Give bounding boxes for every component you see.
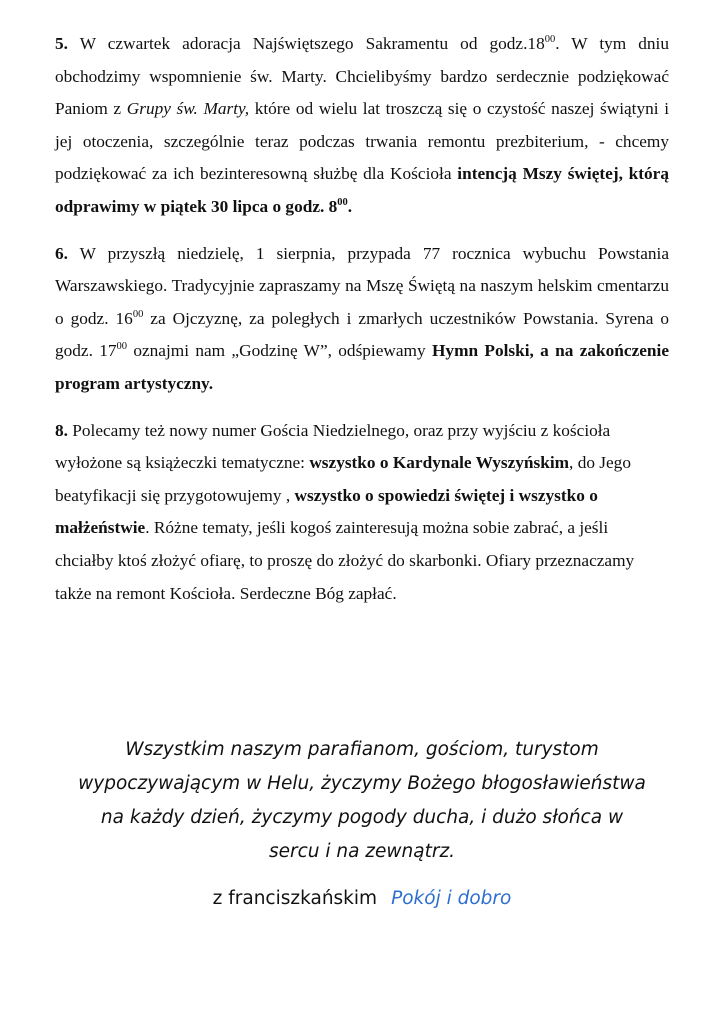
item-text: oznajmi nam „Godzinę W”, odśpiewamy <box>127 341 432 361</box>
mass-intention-end: . <box>347 196 353 216</box>
closing-greeting <box>0 888 724 909</box>
item-text: , do Jego beatyfikacji się przygotowujemy , <box>55 453 631 505</box>
item-number: 8. <box>55 420 68 440</box>
time-superscript: 00 <box>116 341 128 353</box>
announcement-8 <box>55 415 669 611</box>
anthem-note: Hymn Polski, a na zakończenie program artystyczny. <box>55 341 669 393</box>
announcement-6 <box>55 238 669 401</box>
announcements <box>55 28 669 624</box>
blessing-line: wypoczywającym w Helu, życzymy Bożego błogosławieństwa <box>78 773 646 794</box>
booklet-title: wszystko o Kardynale Wyszyńskim <box>309 453 570 473</box>
announcement-5 <box>55 28 669 224</box>
item-number: 6. <box>55 243 68 263</box>
item-text: W czwartek adoracja Najświętszego Sakramentu od godz.18 <box>67 34 545 53</box>
item-text: które od wielu lat troszczą się o czystość naszej świątyni i jej otoczenia, szczególnie teraz podczas trwania remontu prezbiterium, - chcemy podziękować za ich bezinteresowną służbę dla Kościoła <box>55 99 669 184</box>
time-superscript: 00 <box>132 308 144 320</box>
blessing-line: na każdy dzień, życzymy pogody ducha, i dużo słońca w <box>100 807 624 828</box>
closing-prefix: z franciszkańskim <box>212 888 378 909</box>
item-text: . Różne tematy, jeśli kogoś zainteresują można sobie zabrać, a jeśli chciałby ktoś złożyć ofiarę, to proszę do złożyć do skarbonki. Ofiary przeznaczamy także na remont Kościoła. Serdeczne Bóg zapłać. <box>55 518 635 603</box>
closing-motto: Pokój i dobro <box>391 888 512 909</box>
booklet-title: wszystko o spowiedzi świętej i wszystko o małżeństwie <box>55 485 598 538</box>
item-text: . W tym dniu obchodzimy wspomnienie św. Marty. Chcielibyśmy bardzo serdecznie podziękować Paniom z <box>55 34 669 119</box>
group-name: Grupy św. Marty, <box>126 99 250 119</box>
item-number: 5. <box>55 34 68 53</box>
mass-intention-text: intencją Mszy świętej, którą odprawimy w piątek 30 lipca o godz. 8 <box>55 164 669 216</box>
item-text: za Ojczyznę, za poległych i zmarłych uczestników Powstania. Syrena o godz. 17 <box>55 308 669 361</box>
item-text: Polecamy też nowy numer Gościa Niedzielnego, oraz przy wyjściu z kościoła wyłożone są książeczki tematyczne: <box>55 420 611 473</box>
time-superscript: 00 <box>337 196 348 208</box>
item-text: W przyszłą niedzielę, 1 sierpnia, przypada 77 rocznica wybuchu Powstania Warszawskiego. Tradycyjnie zapraszamy na Mszę Świętą na naszym helskim cmentarzu o godz. 16 <box>55 243 669 328</box>
blessing-line: Wszystkim naszym parafianom, gościom, turystom <box>125 739 599 760</box>
time-superscript: 00 <box>544 34 556 45</box>
blessing <box>40 733 684 869</box>
blessing-line: sercu i na zewnątrz. <box>268 841 456 862</box>
